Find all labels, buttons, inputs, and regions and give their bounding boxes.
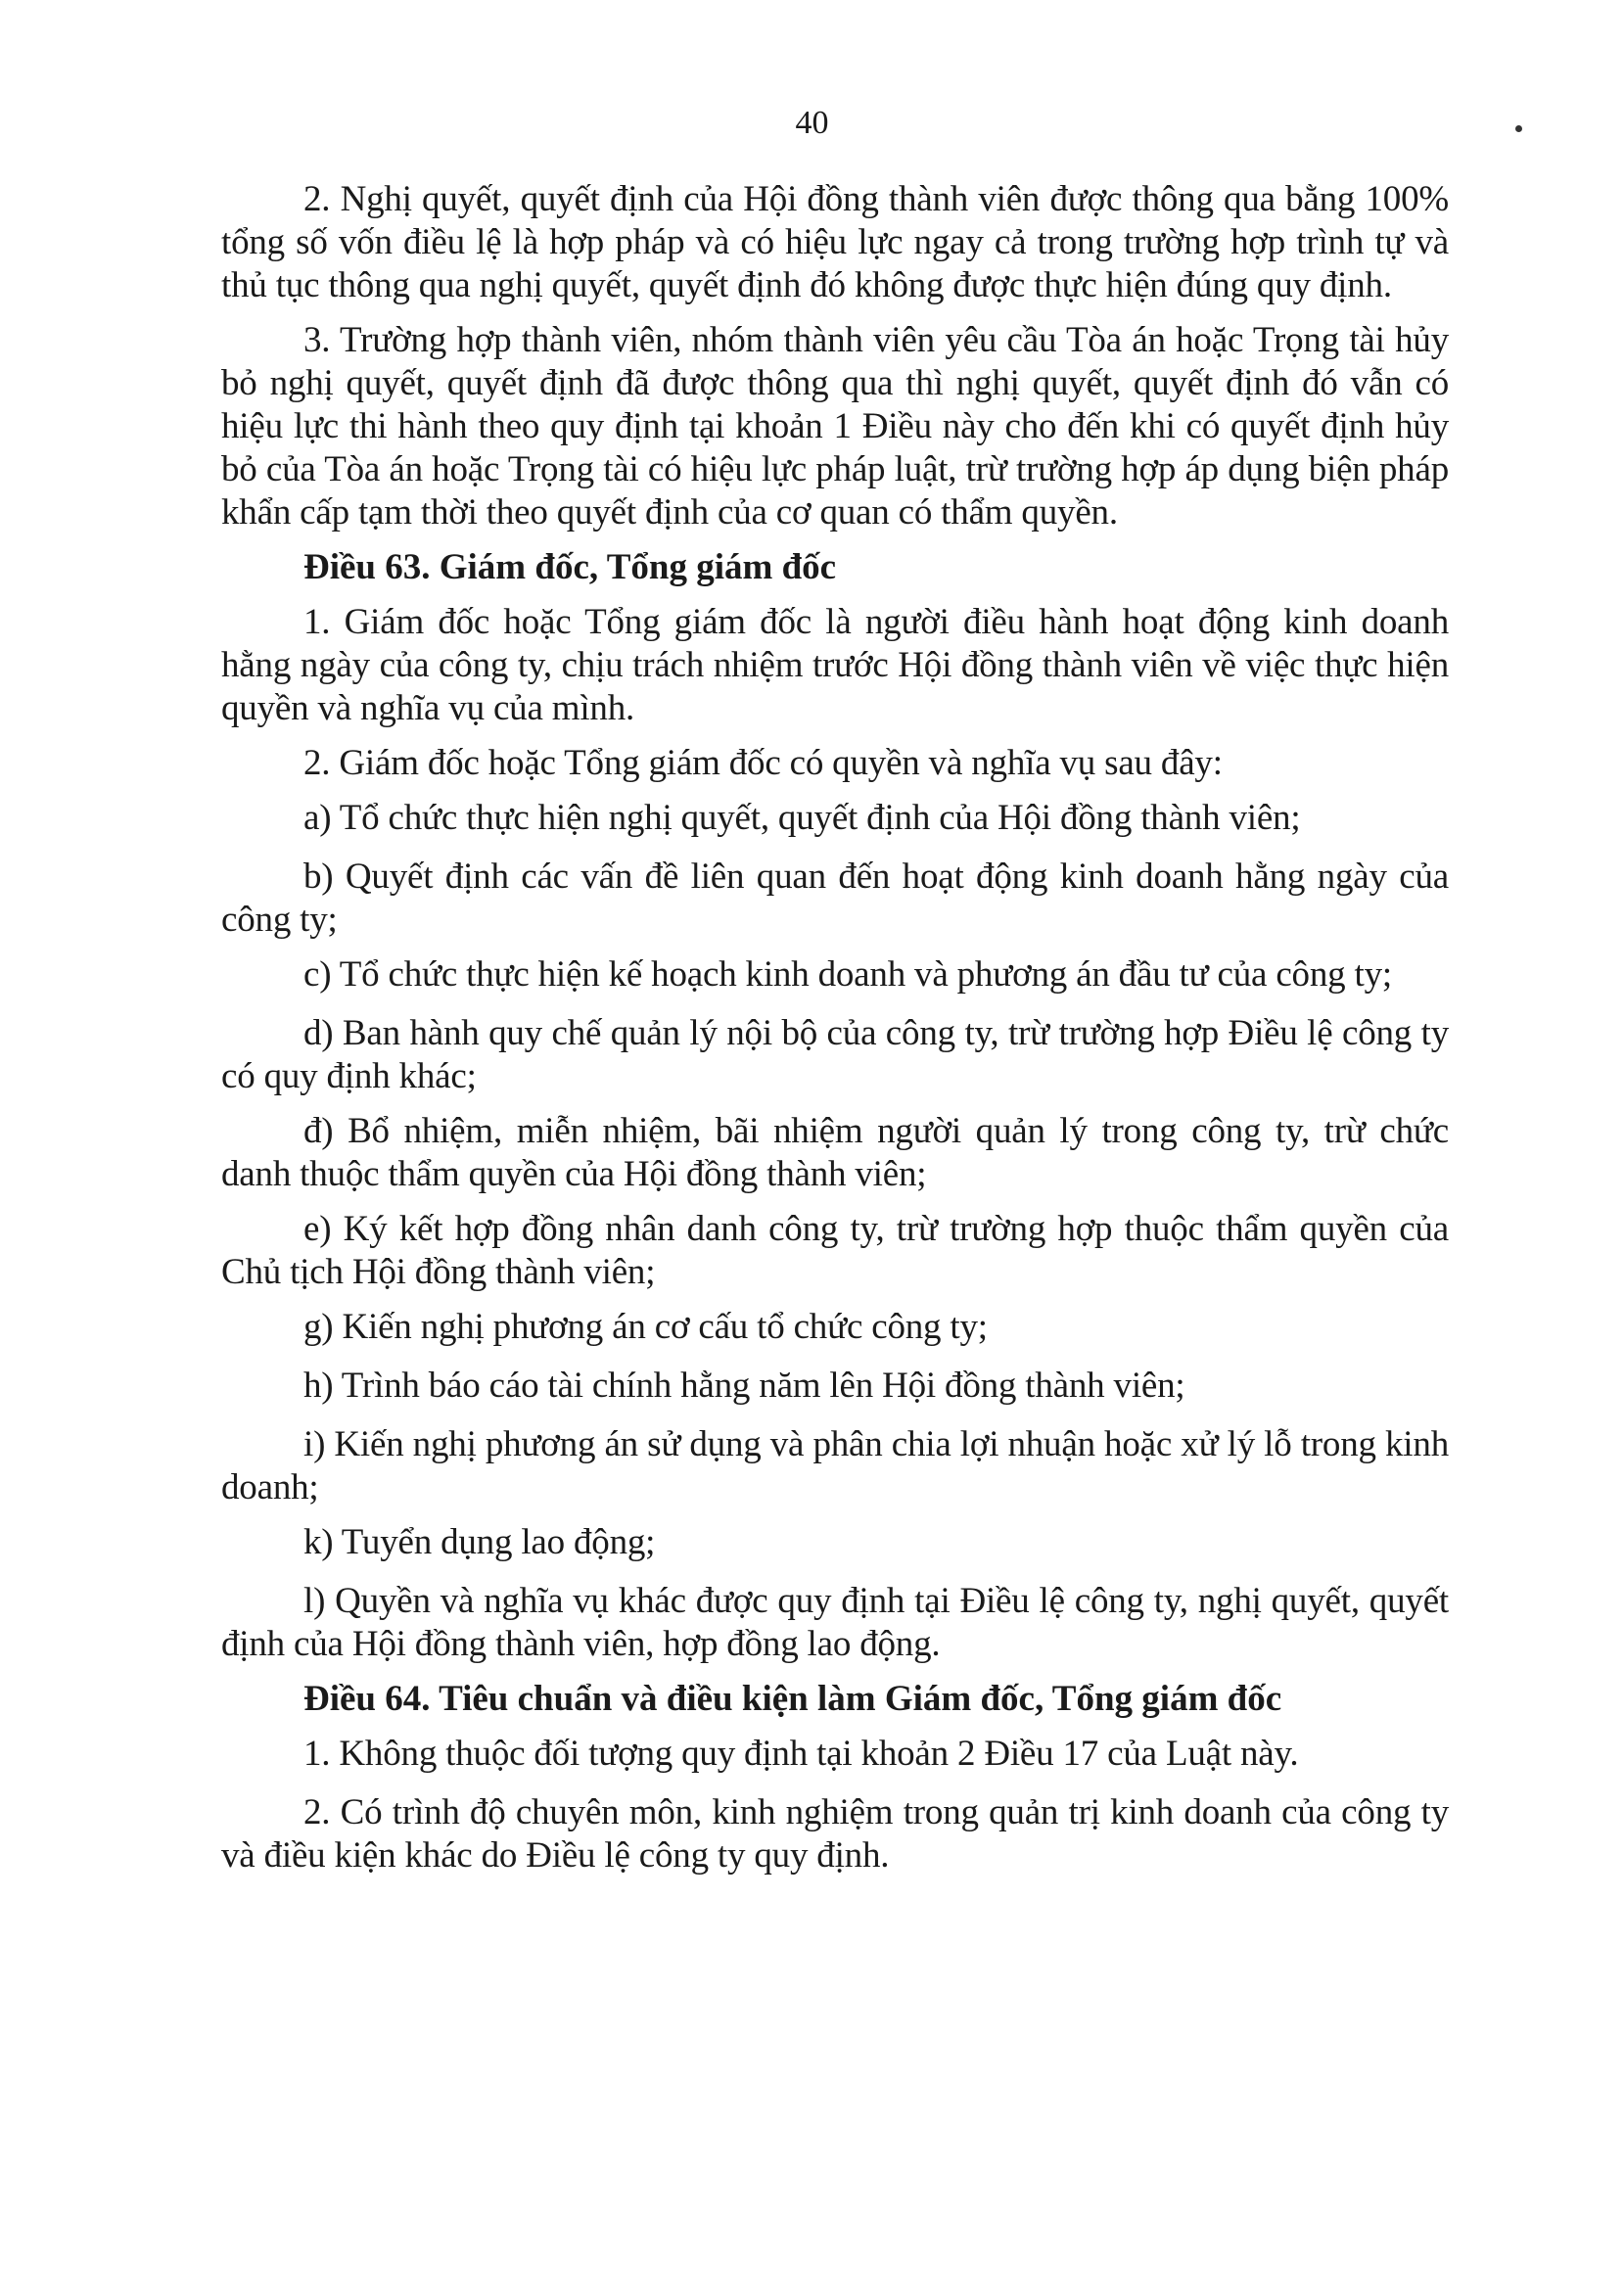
- page-number: 40: [795, 105, 829, 141]
- clause-62-3: 3. Trường hợp thành viên, nhóm thành viên yêu cầu Tòa án hoặc Trọng tài hủy bỏ nghị quyết, quyết định đã được thông qua thì nghị quyết, quyết định đó vẫn có hiệu lực thi hành theo quy định tại khoản 1 Điều này cho đến khi có quyết định hủy bỏ của Tòa án hoặc Trọng tài có hiệu lực pháp luật, trừ trường hợp áp dụng biện pháp khẩn cấp tạm thời theo quyết định của cơ quan có thẩm quyền.: [221, 320, 1449, 533]
- point-k: k) Tuyển dụng lao động;: [303, 1522, 656, 1562]
- document-body: [221, 178, 1449, 1889]
- clause-64-1: 1. Không thuộc đối tượng quy định tại khoản 2 Điều 17 của Luật này.: [303, 1734, 1299, 1774]
- clause-62-2: 2. Nghị quyết, quyết định của Hội đồng thành viên được thông qua bằng 100% tổng số vốn điều lệ là hợp pháp và có hiệu lực ngay cả trong trường hợp trình tự và thủ tục thông qua nghị quyết, quyết định đó không được thực hiện đúng quy định.: [221, 179, 1449, 305]
- clause-64-2: 2. Có trình độ chuyên môn, kinh nghiệm trong quản trị kinh doanh của công ty và điều kiện khác do Điều lệ công ty quy định.: [221, 1792, 1449, 1876]
- point-i: i) Kiến nghị phương án sử dụng và phân chia lợi nhuận hoặc xử lý lỗ trong kinh doanh;: [221, 1424, 1449, 1507]
- clause-63-1: 1. Giám đốc hoặc Tổng giám đốc là người điều hành hoạt động kinh doanh hằng ngày của công ty, chịu trách nhiệm trước Hội đồng thành viên về việc thực hiện quyền và nghĩa vụ của mình.: [221, 602, 1449, 728]
- point-dd: đ) Bổ nhiệm, miễn nhiệm, bãi nhiệm người quản lý trong công ty, trừ chức danh thuộc thẩm quyền của Hội đồng thành viên;: [221, 1111, 1449, 1194]
- point-d: d) Ban hành quy chế quản lý nội bộ của công ty, trừ trường hợp Điều lệ công ty có quy định khác;: [221, 1013, 1449, 1096]
- article-63-heading: Điều 63. Giám đốc, Tổng giám đốc: [303, 547, 837, 587]
- point-e: e) Ký kết hợp đồng nhân danh công ty, trừ trường hợp thuộc thẩm quyền của Chủ tịch Hội đồng thành viên;: [221, 1209, 1449, 1292]
- point-a: a) Tổ chức thực hiện nghị quyết, quyết định của Hội đồng thành viên;: [303, 798, 1301, 838]
- article-64-heading: Điều 64. Tiêu chuẩn và điều kiện làm Giám đốc, Tổng giám đốc: [303, 1679, 1282, 1719]
- point-c: c) Tổ chức thực hiện kế hoạch kinh doanh và phương án đầu tư của công ty;: [303, 954, 1392, 995]
- point-l: l) Quyền và nghĩa vụ khác được quy định tại Điều lệ công ty, nghị quyết, quyết định của Hội đồng thành viên, hợp đồng lao động.: [221, 1581, 1449, 1664]
- clause-63-2: 2. Giám đốc hoặc Tổng giám đốc có quyền và nghĩa vụ sau đây:: [303, 743, 1223, 783]
- point-h: h) Trình báo cáo tài chính hằng năm lên Hội đồng thành viên;: [303, 1366, 1185, 1406]
- point-g: g) Kiến nghị phương án cơ cấu tổ chức công ty;: [303, 1307, 988, 1347]
- point-b: b) Quyết định các vấn đề liên quan đến hoạt động kinh doanh hằng ngày của công ty;: [221, 857, 1449, 940]
- scan-speck: [1515, 125, 1522, 132]
